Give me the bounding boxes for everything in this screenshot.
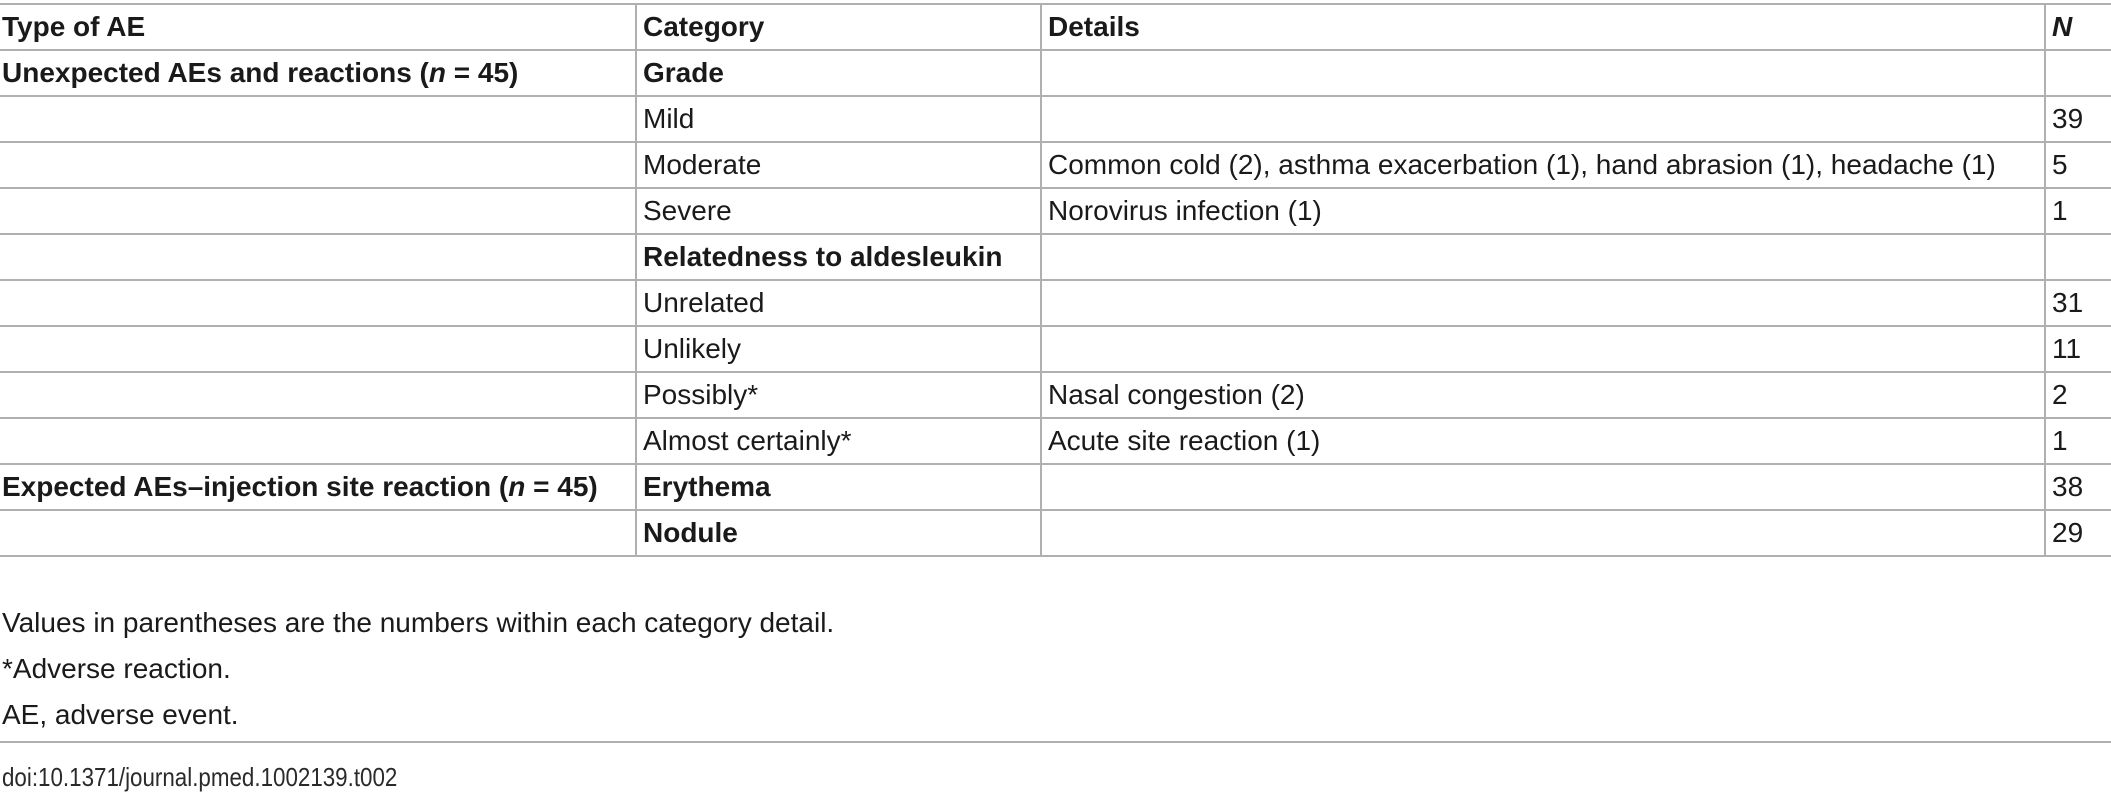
table-row [0,464,2111,510]
row-details-cell: Acute site reaction (1) [1041,418,2045,464]
row-type-cell [0,188,636,234]
row-details-cell: Nasal congestion (2) [1041,372,2045,418]
row-details-cell [1041,96,2045,142]
header-category: Category [636,4,1041,50]
row-type-cell [0,418,636,464]
table-row [0,418,2111,464]
row-category-cell: Mild [636,96,1041,142]
table-row [0,96,2111,142]
row-n-cell: 11 [2045,326,2111,372]
row-category-cell: Relatedness to aldesleukin [636,234,1041,280]
header-details: Details [1041,4,2045,50]
row-details-cell: Norovirus infection (1) [1041,188,2045,234]
header-type-of-ae: Type of AE [0,4,636,50]
adverse-events-table [0,3,2111,557]
row-type-cell [0,142,636,188]
table-row [0,326,2111,372]
row-category-cell: Erythema [636,464,1041,510]
divider [0,741,2111,743]
row-type-cell [0,96,636,142]
table-row [0,280,2111,326]
row-details-cell [1041,50,2045,96]
row-n-cell [2045,234,2111,280]
table-row [0,142,2111,188]
row-category-cell: Grade [636,50,1041,96]
row-n-cell: 1 [2045,188,2111,234]
row-details-cell [1041,510,2045,556]
row-details-cell: Common cold (2), asthma exacerbation (1), hand abrasion (1), headache (1) [1041,142,2045,188]
table-row [0,188,2111,234]
row-details-cell [1041,464,2045,510]
row-category-cell: Severe [636,188,1041,234]
row-n-cell: 39 [2045,96,2111,142]
footnote-parentheses: Values in parentheses are the numbers within each category detail. [2,607,835,638]
row-n-cell: 29 [2045,510,2111,556]
table-footnotes [2,600,834,738]
row-category-cell: Possibly* [636,372,1041,418]
row-type-cell [0,510,636,556]
row-n-cell: 2 [2045,372,2111,418]
table-header-row [0,4,2111,50]
row-category-cell: Unrelated [636,280,1041,326]
header-n: N [2045,4,2111,50]
row-category-cell: Moderate [636,142,1041,188]
row-details-cell [1041,280,2045,326]
row-details-cell [1041,326,2045,372]
table-row [0,372,2111,418]
row-type-cell [0,234,636,280]
table-row [0,234,2111,280]
row-type-cell [0,280,636,326]
table-row [0,510,2111,556]
row-details-cell [1041,234,2045,280]
row-n-cell: 31 [2045,280,2111,326]
row-n-cell [2045,50,2111,96]
row-n-cell: 38 [2045,464,2111,510]
row-category-cell: Almost certainly* [636,418,1041,464]
row-type-cell [0,326,636,372]
row-type-cell [0,372,636,418]
footnote-adverse-reaction: *Adverse reaction. [2,653,231,684]
adverse-events-table-container [0,3,2111,557]
row-type-cell: Unexpected AEs and reactions (n = 45) [0,50,636,96]
doi-link[interactable]: doi:10.1371/journal.pmed.1002139.t002 [2,762,398,792]
row-category-cell: Nodule [636,510,1041,556]
row-n-cell: 1 [2045,418,2111,464]
footnote-ae-abbreviation: AE, adverse event. [2,699,239,730]
row-n-cell: 5 [2045,142,2111,188]
row-category-cell: Unlikely [636,326,1041,372]
table-row [0,50,2111,96]
row-type-cell: Expected AEs–injection site reaction (n = 45) [0,464,636,510]
